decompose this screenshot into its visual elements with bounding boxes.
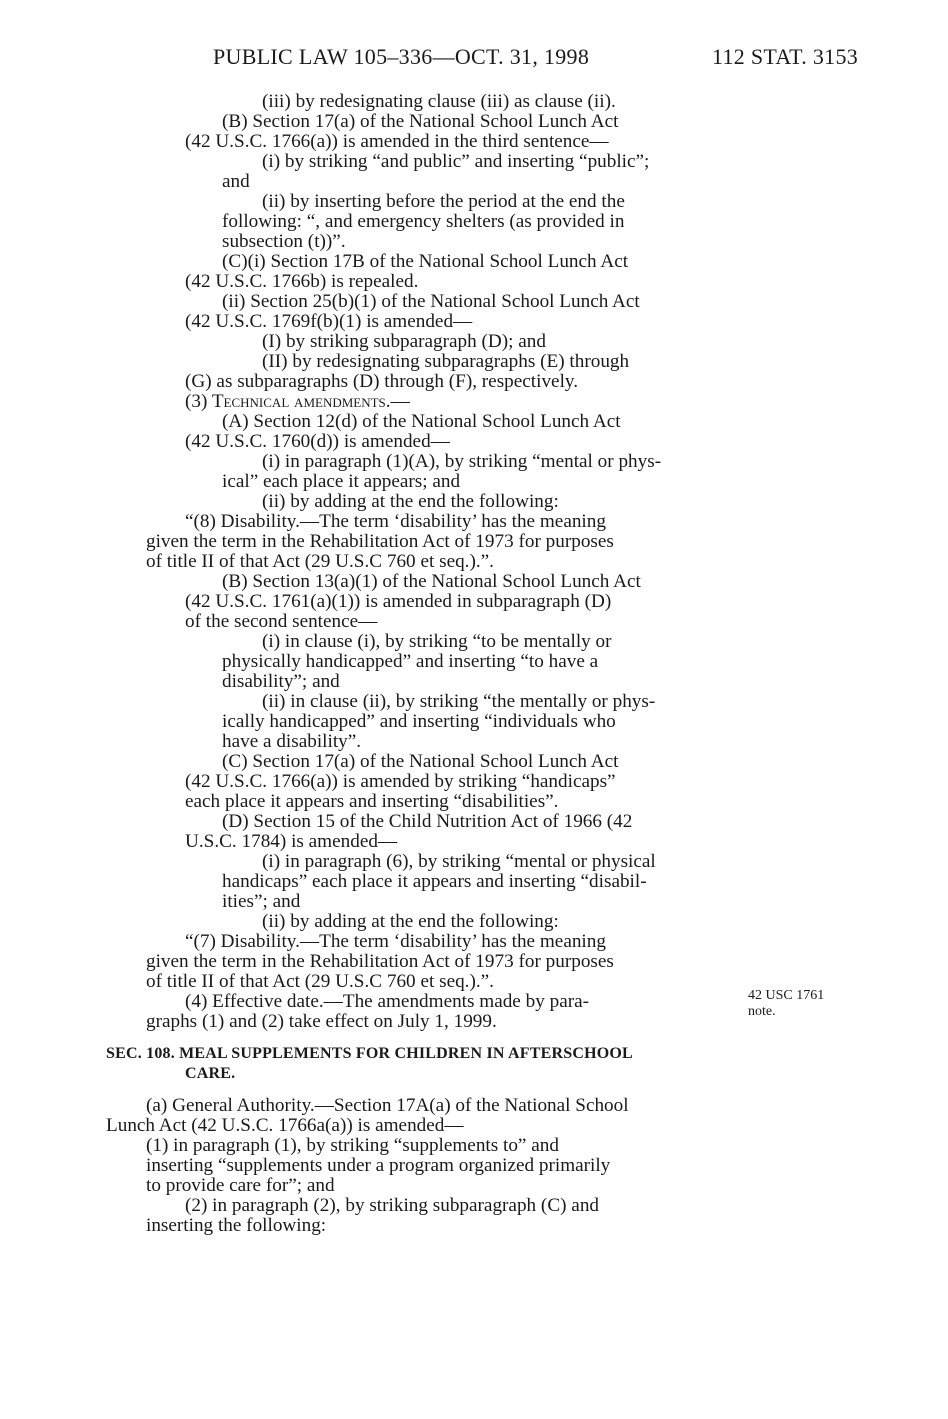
text-line: following: “, and emergency shelters (as provided in xyxy=(222,211,625,232)
text-line: inserting the following: xyxy=(146,1215,327,1236)
text-line: to provide care for”; and xyxy=(146,1175,335,1196)
text-line: given the term in the Rehabilitation Act of 1973 for purposes xyxy=(146,531,614,552)
text-line: subsection (t))”. xyxy=(222,231,346,252)
text-line: each place it appears and inserting “disabilities”. xyxy=(185,791,559,812)
text-line: (i) in paragraph (6), by striking “mental or physical xyxy=(262,851,656,872)
text-line: (4) Effective date.—The amendments made by para- xyxy=(185,991,590,1012)
margin-note xyxy=(748,988,858,1020)
text-line: (II) by redesignating subparagraphs (E) through xyxy=(262,351,630,372)
text-line: (A) Section 12(d) of the National School Lunch Act xyxy=(222,411,621,432)
section-heading-cont: CARE. xyxy=(185,1065,236,1082)
text-line: (G) as subparagraphs (D) through (F), respectively. xyxy=(185,371,579,392)
text-line: U.S.C. 1784) is amended— xyxy=(185,831,398,852)
text-line: given the term in the Rehabilitation Act of 1973 for purposes xyxy=(146,951,614,972)
text-line: (C) Section 17(a) of the National School Lunch Act xyxy=(222,751,619,772)
text-line: handicaps” each place it appears and inserting “disabil- xyxy=(222,871,647,892)
text-line: (i) by striking “and public” and inserting “public”; xyxy=(262,151,650,172)
text-line: (3) Technical amendments.— xyxy=(185,391,410,412)
text-line: Lunch Act (42 U.S.C. 1766a(a)) is amended— xyxy=(106,1115,464,1136)
text-line: ically handicapped” and inserting “individuals who xyxy=(222,711,616,732)
text-line: of title II of that Act (29 U.S.C 760 et seq.).”. xyxy=(146,971,494,992)
text-line: (a) General Authority.—Section 17A(a) of the National School xyxy=(146,1095,629,1116)
text-line: (D) Section 15 of the Child Nutrition Act of 1966 (42 xyxy=(222,811,633,832)
text-line: disability”; and xyxy=(222,671,340,692)
margin-note-line1: 42 USC 1761 xyxy=(748,988,825,1003)
text-line: of title II of that Act (29 U.S.C 760 et seq.).”. xyxy=(146,551,494,572)
text-line: of the second sentence— xyxy=(185,611,378,632)
text-line: (42 U.S.C. 1769f(b)(1) is amended— xyxy=(185,311,473,332)
text-line: and xyxy=(222,171,250,192)
text-line: (42 U.S.C. 1766(a)) is amended in the third sentence— xyxy=(185,131,609,152)
text-line: graphs (1) and (2) take effect on July 1, 1999. xyxy=(146,1011,497,1032)
text-line: “(8) Disability.—The term ‘disability’ has the meaning xyxy=(185,511,606,532)
running-header-law: PUBLIC LAW 105–336—OCT. 31, 1998 xyxy=(213,44,590,69)
text-line: (42 U.S.C. 1766b) is repealed. xyxy=(185,271,419,292)
text-line: (ii) by inserting before the period at the end the xyxy=(262,191,625,212)
text-line: ities”; and xyxy=(222,891,301,912)
text-line: (42 U.S.C. 1760(d)) is amended— xyxy=(185,431,450,452)
text-line: ical” each place it appears; and xyxy=(222,471,461,492)
text-line: (2) in paragraph (2), by striking subparagraph (C) and xyxy=(185,1195,600,1216)
margin-note-line2: note. xyxy=(748,1004,776,1019)
text-line: (ii) by adding at the end the following: xyxy=(262,491,559,512)
text-line: (42 U.S.C. 1766(a)) is amended by striking “handicaps” xyxy=(185,771,616,792)
text-line: (B) Section 13(a)(1) of the National School Lunch Act xyxy=(222,571,641,592)
text-line: (i) in paragraph (1)(A), by striking “mental or phys- xyxy=(262,451,662,472)
text-line: “(7) Disability.—The term ‘disability’ has the meaning xyxy=(185,931,606,952)
text-line: have a disability”. xyxy=(222,731,362,752)
text-line: (ii) Section 25(b)(1) of the National School Lunch Act xyxy=(222,291,640,312)
text-line: (ii) in clause (ii), by striking “the mentally or phys- xyxy=(262,691,656,712)
text-line: (ii) by adding at the end the following: xyxy=(262,911,559,932)
text-line: (iii) by redesignating clause (iii) as clause (ii). xyxy=(262,91,616,112)
text-line: (1) in paragraph (1), by striking “supplements to” and xyxy=(146,1135,559,1156)
text-line: inserting “supplements under a program organized primarily xyxy=(146,1155,611,1176)
text-line: (i) in clause (i), by striking “to be mentally or xyxy=(262,631,612,652)
text-line: (I) by striking subparagraph (D); and xyxy=(262,331,546,352)
section-heading: SEC. 108. MEAL SUPPLEMENTS FOR CHILDREN IN AFTERSCHOOL xyxy=(106,1045,633,1062)
running-header-stat: 112 STAT. 3153 xyxy=(712,44,859,69)
text-line: (C)(i) Section 17B of the National School Lunch Act xyxy=(222,251,629,272)
text-line: physically handicapped” and inserting “to have a xyxy=(222,651,599,672)
text-line: (42 U.S.C. 1761(a)(1)) is amended in subparagraph (D) xyxy=(185,591,612,612)
text-line: (B) Section 17(a) of the National School Lunch Act xyxy=(222,111,619,132)
